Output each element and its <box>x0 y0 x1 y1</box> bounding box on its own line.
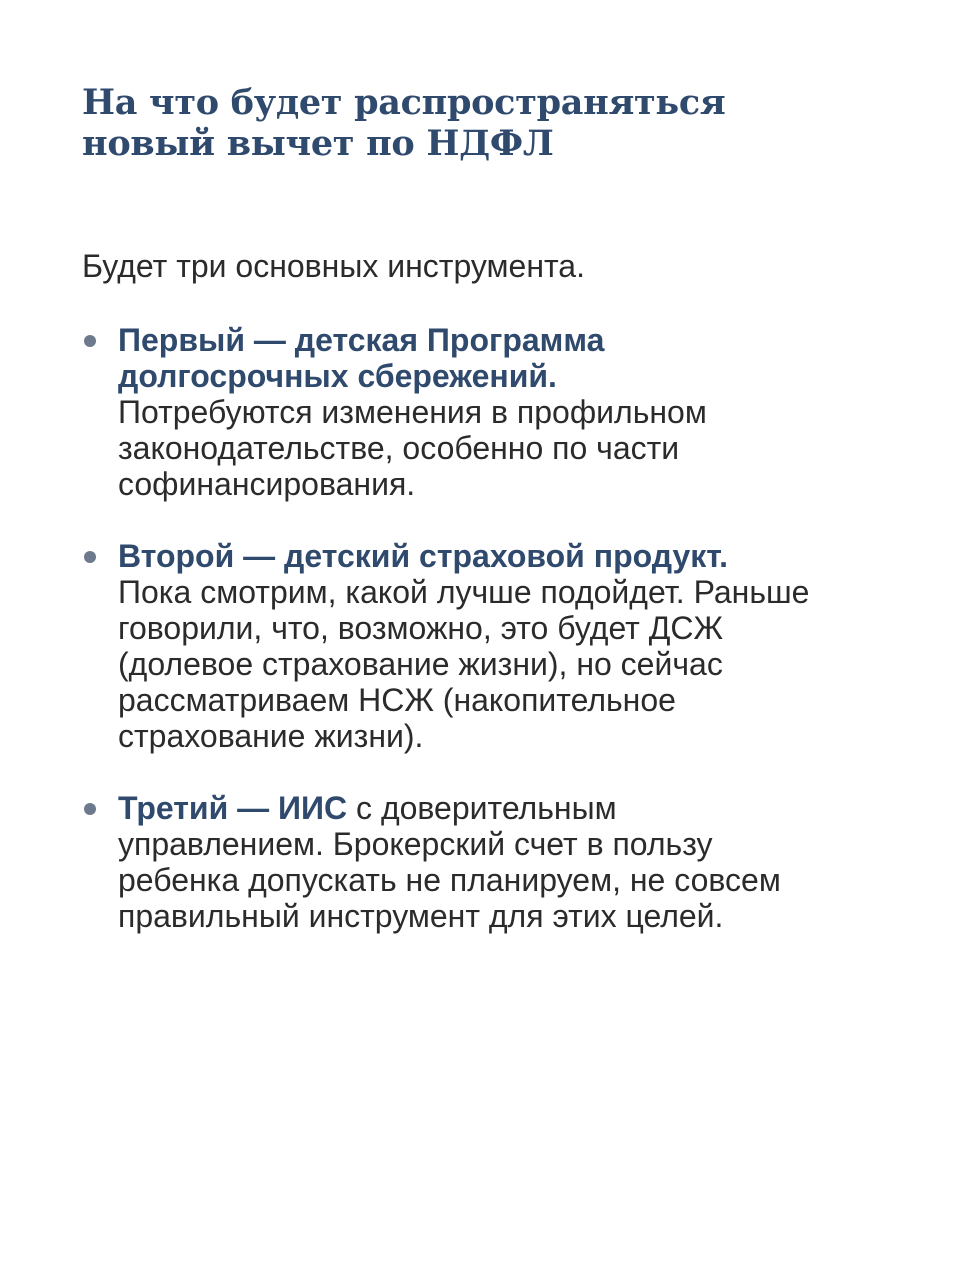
title-line-2: новый вычет по НДФЛ <box>82 123 554 164</box>
item-lead: Третий — ИИС <box>118 790 348 826</box>
item-body: Пока смотрим, какой лучше подойдет. Раньше говорили, что, возможно, это будет ДСЖ (долевое страхование жизни), но сейчас рассматриваем НСЖ (накопительное страхование жизни). <box>118 574 810 754</box>
bullet-dot-icon <box>84 551 96 563</box>
item-lead: Второй — детский страховой продукт. <box>118 538 728 574</box>
list-item-first <box>82 322 818 502</box>
list-item-second <box>82 538 818 754</box>
page-title <box>82 82 842 164</box>
item-body: с доверительным управлением. Брокерский счет в пользу ребенка допускать не планируем, не совсем правильный инструмент для этих целей. <box>118 790 781 934</box>
list-item-third <box>82 790 818 934</box>
bullet-dot-icon <box>84 335 96 347</box>
item-lead: Первый — детская Программа долгосрочных сбережений. <box>118 322 605 394</box>
bullet-dot-icon <box>84 803 96 815</box>
instrument-list <box>82 322 880 934</box>
intro-text: Будет три основных инструмента. <box>82 248 585 284</box>
title-line-1: На что будет распространяться <box>82 82 726 123</box>
item-body: Потребуются изменения в профильном законодательстве, особенно по части софинансирования. <box>118 394 707 502</box>
